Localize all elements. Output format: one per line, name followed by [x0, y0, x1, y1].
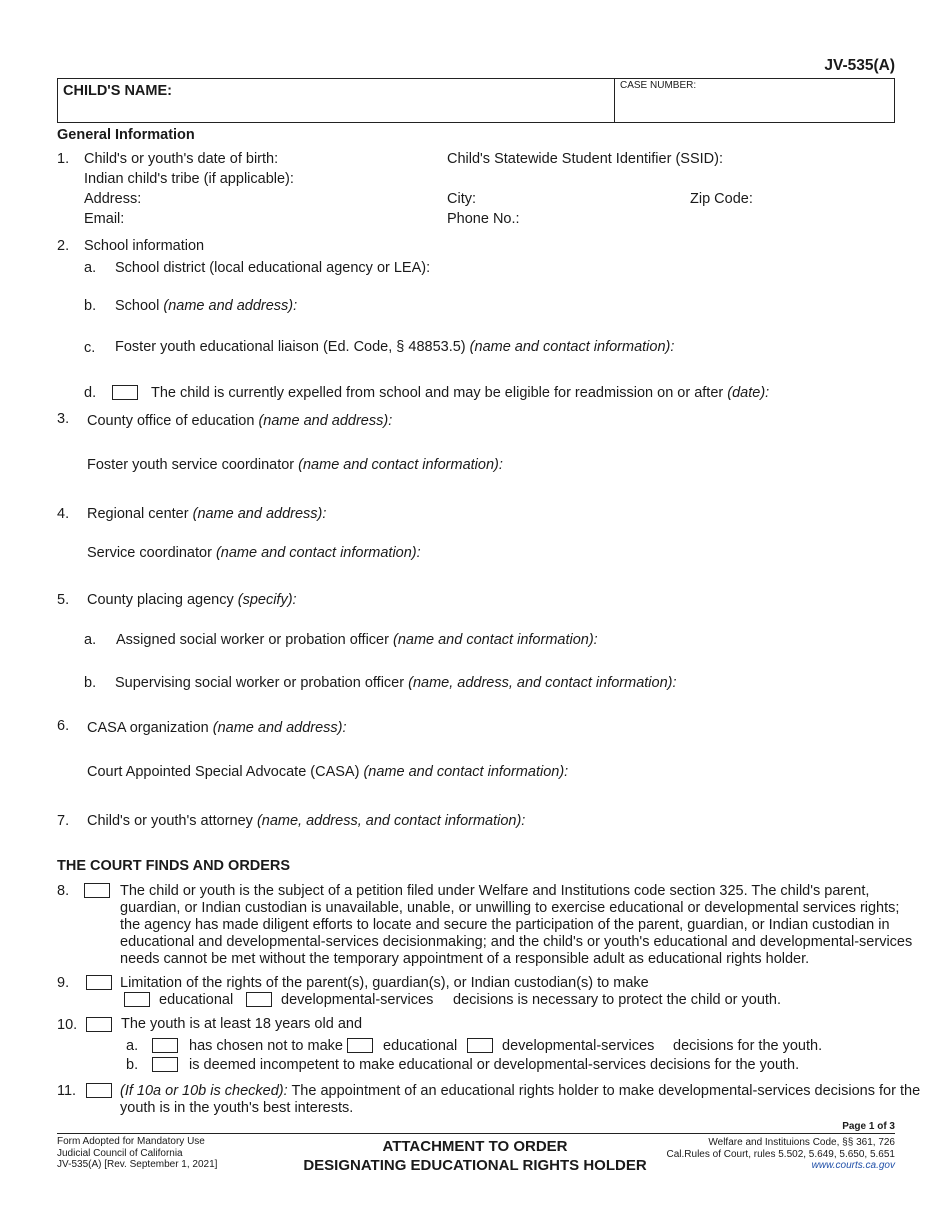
- item-8-line-1: The child or youth is the subject of a petition filed under Welfare and Institutions code section 325. The child's parent,: [120, 883, 870, 899]
- item-3-number: 3.: [57, 411, 70, 427]
- assigned-worker-label: [116, 632, 598, 648]
- liaison-label-text: Foster youth educational liaison (Ed. Code, § 48853.5): [115, 339, 466, 355]
- item-2d-letter: d.: [84, 385, 97, 401]
- item-8-line-4: educational and developmental-services decisionmaking; and the child's or youth's educational and developmental-services: [120, 934, 913, 950]
- expelled-label: [151, 385, 769, 401]
- item-10a-developmental-label: developmental-services: [502, 1038, 655, 1054]
- item-11-condition: (If 10a or 10b is checked):: [120, 1083, 288, 1099]
- placing-agency-hint: (specify):: [237, 592, 297, 608]
- form-title-line-1: ATTACHMENT TO ORDER: [382, 1138, 568, 1155]
- child-name-label: CHILD'S NAME:: [63, 83, 172, 99]
- supervising-worker-label: [115, 675, 677, 691]
- liaison-label-hint: (name and contact information):: [469, 339, 675, 355]
- item-5-number: 5.: [57, 592, 70, 608]
- regional-center-hint: (name and address):: [192, 506, 327, 522]
- general-info-heading: General Information: [57, 127, 195, 143]
- item-10a-educational-label: educational: [383, 1038, 458, 1054]
- expelled-label-text: The child is currently expelled from school and may be eligible for readmission on or after: [151, 385, 724, 401]
- item-4-number: 4.: [57, 506, 70, 522]
- casa-org-label: [87, 720, 347, 736]
- school-label-hint: (name and address):: [163, 298, 298, 314]
- form-id: JV-535(A): [824, 57, 895, 74]
- placing-agency-text: County placing agency: [87, 592, 234, 608]
- county-office-hint: (name and address):: [258, 413, 393, 429]
- item-10b-text: is deemed incompetent to make educational or developmental-services decisions for the youth.: [189, 1057, 800, 1073]
- item-5a-letter: a.: [84, 632, 97, 648]
- school-label: [115, 298, 297, 314]
- item-5b-letter: b.: [84, 675, 97, 691]
- casa-org-text: CASA organization: [87, 720, 209, 736]
- item-9-tail: decisions is necessary to protect the child or youth.: [453, 992, 782, 1008]
- item-10-checkbox[interactable]: [86, 1017, 112, 1032]
- school-info-title: School information: [84, 238, 205, 254]
- footer-code-citation: Welfare and Instituions Code, §§ 361, 726: [708, 1137, 895, 1148]
- assigned-worker-hint: (name and contact information):: [392, 632, 598, 648]
- case-number-label: CASE NUMBER:: [620, 80, 697, 91]
- item-9-developmental-checkbox[interactable]: [246, 992, 272, 1007]
- regional-center-text: Regional center: [87, 506, 189, 522]
- liaison-label: [115, 339, 674, 355]
- page-number: Page 1 of 3: [842, 1121, 895, 1132]
- footer-revision: JV-535(A) [Rev. September 1, 2021]: [57, 1159, 218, 1170]
- child-name-field[interactable]: [180, 82, 605, 118]
- expelled-label-hint: (date):: [727, 385, 770, 401]
- email-label: Email:: [84, 211, 125, 227]
- item-11-text: The appointment of an educational rights holder to make developmental-services decisions for the: [291, 1083, 921, 1099]
- regional-coordinator-label: [87, 545, 421, 561]
- item-8-checkbox[interactable]: [84, 883, 110, 898]
- school-label-text: School: [115, 298, 160, 314]
- footer-left: [57, 1136, 217, 1171]
- footer-rules-citation: Cal.Rules of Court, rules 5.502, 5.649, 5.650, 5.651: [666, 1148, 895, 1160]
- assigned-worker-text: Assigned social worker or probation officer: [116, 632, 389, 648]
- item-10-number: 10.: [57, 1017, 78, 1033]
- item-10a-tail: decisions for the youth.: [673, 1038, 823, 1054]
- ssid-label: Child's Statewide Student Identifier (SSID):: [447, 151, 723, 167]
- item-1-number: 1.: [57, 151, 70, 167]
- service-coordinator-hint: (name and contact information):: [298, 457, 503, 473]
- caption-divider: [614, 78, 615, 123]
- casa-advocate-hint: (name and contact information):: [363, 764, 569, 780]
- regional-coordinator-text: Service coordinator: [87, 545, 212, 561]
- item-11-line-2: youth is in the youth's best interests.: [120, 1100, 354, 1116]
- zip-label: Zip Code:: [690, 191, 753, 207]
- item-9-number: 9.: [57, 975, 70, 991]
- service-coordinator-label: [87, 457, 503, 473]
- item-8-line-5: needs cannot be met without the temporary appointment of a responsible adult as educational rights holder.: [120, 951, 810, 967]
- case-number-field[interactable]: [620, 94, 888, 118]
- item-2a-letter: a.: [84, 260, 97, 276]
- item-9-developmental-label: developmental-services: [281, 992, 434, 1008]
- regional-coordinator-hint: (name and contact information):: [215, 545, 421, 561]
- item-9-line-1: Limitation of the rights of the parent(s), guardian(s), or Indian custodian(s) to make: [120, 975, 649, 991]
- item-9-educational-checkbox[interactable]: [124, 992, 150, 1007]
- item-10b-checkbox[interactable]: [152, 1057, 178, 1072]
- expelled-checkbox[interactable]: [112, 385, 138, 400]
- item-8-number: 8.: [57, 883, 70, 899]
- item-9-checkbox[interactable]: [86, 975, 112, 990]
- regional-center-label: [87, 506, 326, 522]
- service-coordinator-text: Foster youth service coordinator: [87, 457, 295, 473]
- item-10a-developmental-checkbox[interactable]: [467, 1038, 493, 1053]
- supervising-worker-text: Supervising social worker or probation officer: [115, 675, 405, 691]
- item-8-line-2: guardian, or Indian custodian is unavailable, unable, or unwilling to exercise educational or developmental services rights;: [120, 900, 900, 916]
- attorney-label: [87, 813, 525, 829]
- item-10a-checkbox[interactable]: [152, 1038, 178, 1053]
- item-10a-educational-checkbox[interactable]: [347, 1038, 373, 1053]
- footer-council: Judicial Council of California: [57, 1147, 183, 1159]
- city-label: City:: [447, 191, 476, 207]
- casa-advocate-text: Court Appointed Special Advocate (CASA): [87, 764, 360, 780]
- court-orders-heading: THE COURT FINDS AND ORDERS: [57, 858, 291, 874]
- item-7-number: 7.: [57, 813, 70, 829]
- casa-org-hint: (name and address):: [212, 720, 347, 736]
- address-label: Address:: [84, 191, 142, 207]
- item-2b-letter: b.: [84, 298, 97, 314]
- item-9-educational-label: educational: [159, 992, 234, 1008]
- attorney-hint: (name, address, and contact information):: [256, 813, 526, 829]
- form-title: [275, 1137, 675, 1175]
- dob-label: Child's or youth's date of birth:: [84, 151, 279, 167]
- tribe-label: Indian child's tribe (if applicable):: [84, 171, 294, 187]
- item-10-line-1: The youth is at least 18 years old and: [121, 1016, 363, 1032]
- attorney-text: Child's or youth's attorney: [87, 813, 253, 829]
- item-6-number: 6.: [57, 718, 70, 734]
- county-office-label: [87, 413, 392, 429]
- footer-right: [667, 1137, 895, 1172]
- item-11-number: 11.: [57, 1083, 77, 1099]
- supervising-worker-hint: (name, address, and contact information):: [408, 675, 677, 691]
- item-2c-letter: c.: [84, 340, 96, 356]
- item-10a-text: has chosen not to make: [189, 1038, 343, 1054]
- item-8-line-3: the agency has made diligent efforts to locate and secure the participation of the parent, guardian, or Indian custodian in: [120, 917, 890, 933]
- casa-advocate-label: [87, 764, 568, 780]
- item-11-line-1: [120, 1083, 920, 1099]
- item-10b-letter: b.: [126, 1057, 139, 1073]
- item-11-checkbox[interactable]: [86, 1083, 112, 1098]
- school-district-label: School district (local educational agency or LEA):: [115, 260, 431, 276]
- courts-website-link[interactable]: www.courts.ca.gov: [811, 1160, 895, 1171]
- footer-adopted: Form Adopted for Mandatory Use: [57, 1136, 205, 1147]
- footer-rule: [57, 1133, 895, 1134]
- placing-agency-label: [87, 592, 297, 608]
- item-10a-letter: a.: [126, 1038, 139, 1054]
- phone-label: Phone No.:: [447, 211, 520, 227]
- form-title-line-2: DESIGNATING EDUCATIONAL RIGHTS HOLDER: [303, 1157, 647, 1174]
- county-office-text: County office of education: [87, 413, 255, 429]
- item-2-number: 2.: [57, 238, 70, 254]
